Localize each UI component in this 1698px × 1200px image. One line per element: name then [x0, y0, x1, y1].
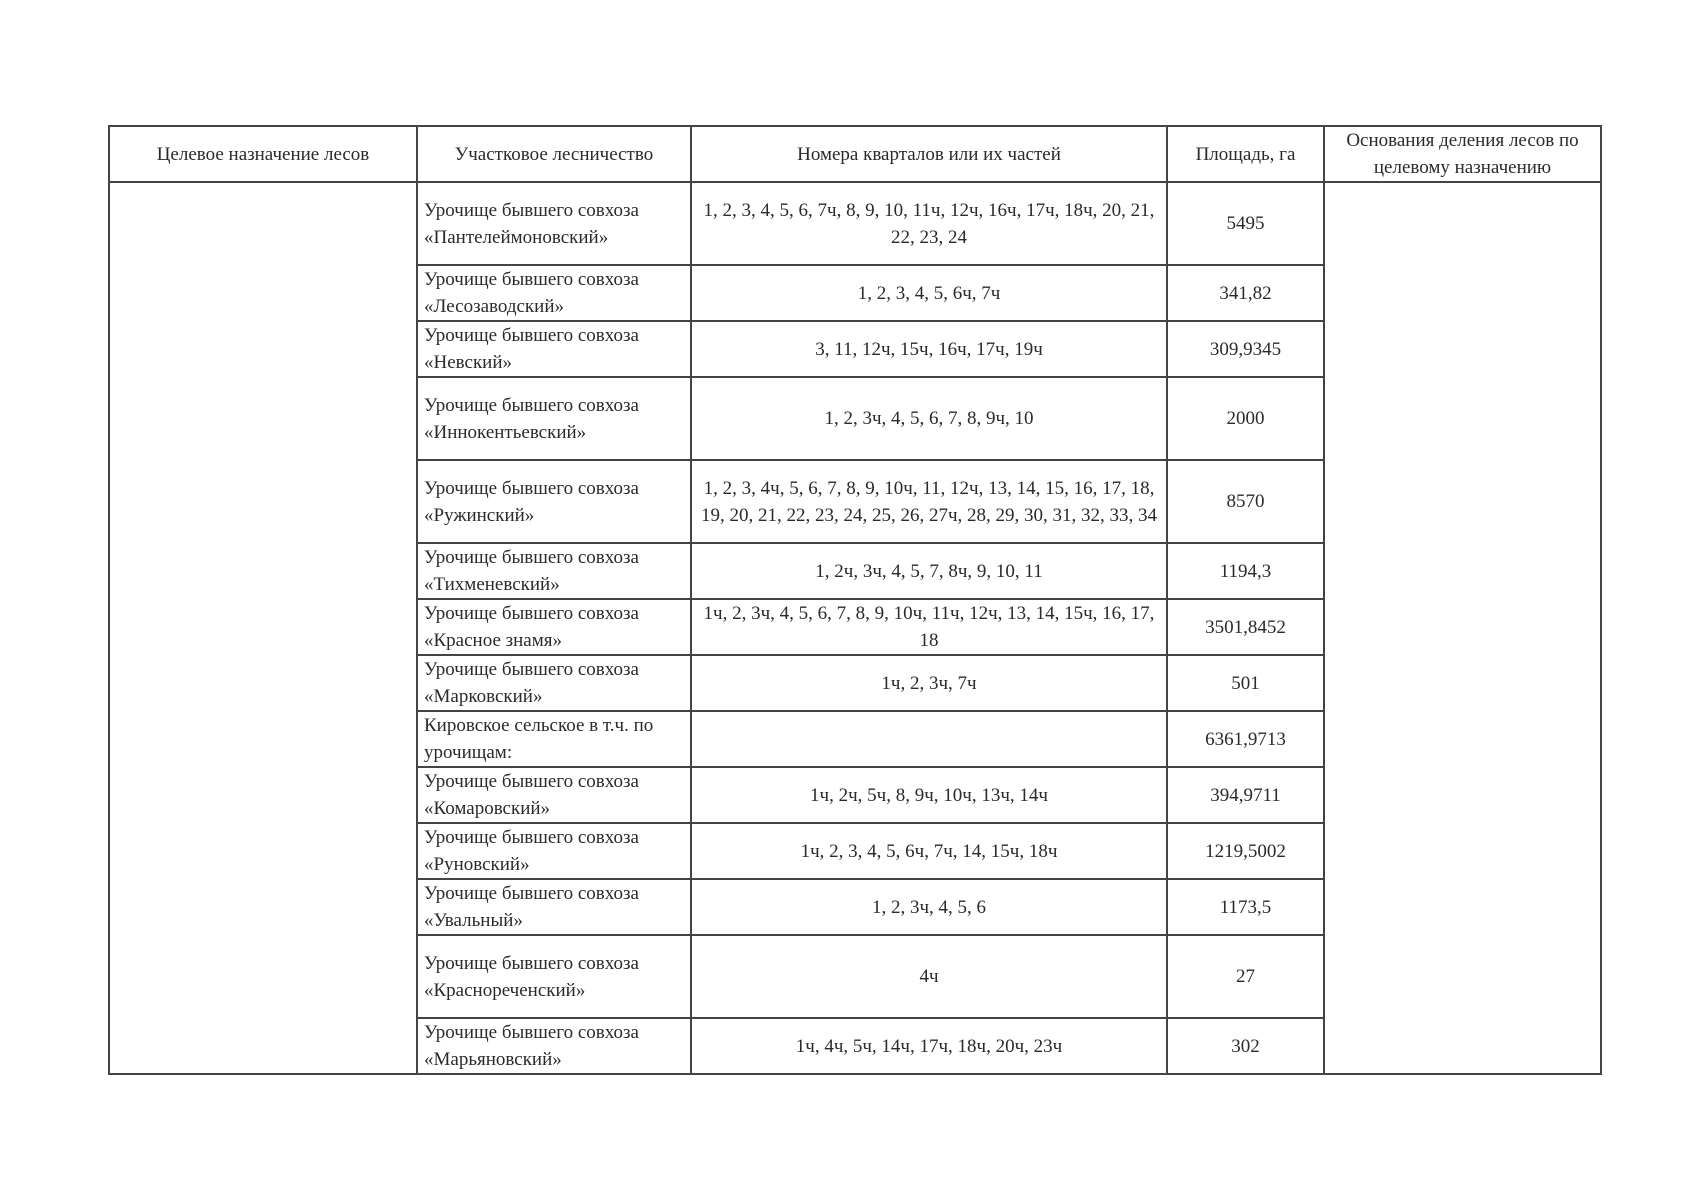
quarters-cell: 1, 2, 3, 4ч, 5, 6, 7, 8, 9, 10ч, 11, 12ч, 13, 14, 15, 16, 17, 18, 19, 20, 21, 22, 23, 24, 25, 26, 27ч, 28, 29, 30, 31, 32, 33, 34: [691, 460, 1167, 543]
area-cell: 309,9345: [1167, 321, 1324, 377]
quarters-cell: 1, 2, 3, 4, 5, 6, 7ч, 8, 9, 10, 11ч, 12ч, 16ч, 17ч, 18ч, 20, 21, 22, 23, 24: [691, 182, 1167, 265]
quarters-cell: 1ч, 2, 3, 4, 5, 6ч, 7ч, 14, 15ч, 18ч: [691, 823, 1167, 879]
area-cell: 27: [1167, 935, 1324, 1018]
header-area: Площадь, га: [1167, 126, 1324, 182]
header-forestry: Участковое лесничество: [417, 126, 691, 182]
quarters-cell: 1, 2, 3ч, 4, 5, 6: [691, 879, 1167, 935]
quarters-cell: 1ч, 2ч, 5ч, 8, 9ч, 10ч, 13ч, 14ч: [691, 767, 1167, 823]
quarters-cell: 1ч, 2, 3ч, 7ч: [691, 655, 1167, 711]
forestry-cell: Урочище бывшего совхоза «Увальный»: [417, 879, 691, 935]
forestry-cell: Урочище бывшего совхоза «Марковский»: [417, 655, 691, 711]
area-cell: 302: [1167, 1018, 1324, 1074]
forestry-cell: Урочище бывшего совхоза «Тихменевский»: [417, 543, 691, 599]
forestry-cell: Урочище бывшего совхоза «Пантелеймоновский»: [417, 182, 691, 265]
quarters-cell: 1ч, 2, 3ч, 4, 5, 6, 7, 8, 9, 10ч, 11ч, 12ч, 13, 14, 15ч, 16, 17, 18: [691, 599, 1167, 655]
area-cell: 6361,9713: [1167, 711, 1324, 767]
quarters-cell: 1, 2, 3, 4, 5, 6ч, 7ч: [691, 265, 1167, 321]
table-header-row: [109, 126, 1601, 182]
basis-cell: [1324, 182, 1601, 1074]
area-cell: 501: [1167, 655, 1324, 711]
forestry-cell: Урочище бывшего совхоза «Ружинский»: [417, 460, 691, 543]
table-row: [109, 182, 1601, 265]
area-cell: 1219,5002: [1167, 823, 1324, 879]
forestry-cell: Урочище бывшего совхоза «Невский»: [417, 321, 691, 377]
header-purpose: Целевое назначение лесов: [109, 126, 417, 182]
forestry-cell: Кировское сельское в т.ч. по урочищам:: [417, 711, 691, 767]
forestry-cell: Урочище бывшего совхоза «Руновский»: [417, 823, 691, 879]
forestry-cell: Урочище бывшего совхоза «Краснореченский»: [417, 935, 691, 1018]
header-basis: Основания деления лесов по целевому назначению: [1324, 126, 1601, 182]
header-quarters: Номера кварталов или их частей: [691, 126, 1167, 182]
quarters-cell: 1ч, 4ч, 5ч, 14ч, 17ч, 18ч, 20ч, 23ч: [691, 1018, 1167, 1074]
area-cell: 5495: [1167, 182, 1324, 265]
area-cell: 3501,8452: [1167, 599, 1324, 655]
quarters-cell: [691, 711, 1167, 767]
forestry-cell: Урочище бывшего совхоза «Комаровский»: [417, 767, 691, 823]
forestry-cell: Урочище бывшего совхоза «Марьяновский»: [417, 1018, 691, 1074]
area-cell: 394,9711: [1167, 767, 1324, 823]
forestry-cell: Урочище бывшего совхоза «Иннокентьевский»: [417, 377, 691, 460]
area-cell: 1194,3: [1167, 543, 1324, 599]
area-cell: 341,82: [1167, 265, 1324, 321]
forestry-cell: Урочище бывшего совхоза «Красное знамя»: [417, 599, 691, 655]
forestry-cell: Урочище бывшего совхоза «Лесозаводский»: [417, 265, 691, 321]
area-cell: 2000: [1167, 377, 1324, 460]
area-cell: 1173,5: [1167, 879, 1324, 935]
area-cell: 8570: [1167, 460, 1324, 543]
forest-table: [108, 125, 1602, 1075]
purpose-cell: [109, 182, 417, 1074]
quarters-cell: 3, 11, 12ч, 15ч, 16ч, 17ч, 19ч: [691, 321, 1167, 377]
quarters-cell: 1, 2, 3ч, 4, 5, 6, 7, 8, 9ч, 10: [691, 377, 1167, 460]
quarters-cell: 4ч: [691, 935, 1167, 1018]
quarters-cell: 1, 2ч, 3ч, 4, 5, 7, 8ч, 9, 10, 11: [691, 543, 1167, 599]
